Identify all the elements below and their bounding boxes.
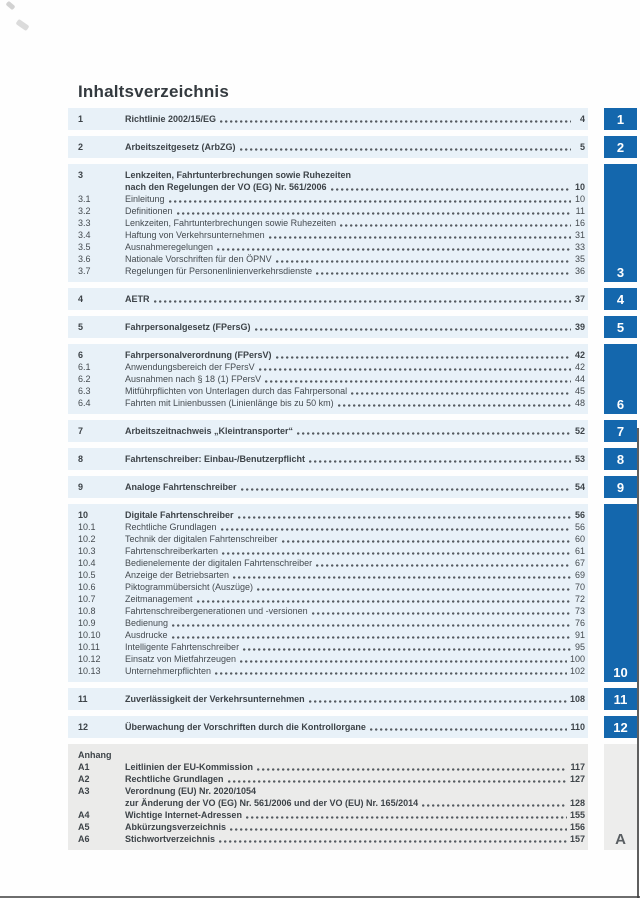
toc-entry-number: 4: [78, 294, 84, 304]
toc-entry-number: 7: [78, 426, 84, 436]
toc-entry: [68, 321, 588, 333]
toc-entry-title: AETR: [125, 294, 150, 304]
scan-artifact-mark: [15, 19, 29, 31]
toc-entry: [68, 205, 588, 217]
toc-entry-title: Zeitmanagement: [125, 594, 193, 604]
toc-entry-title: Wichtige Internet-Adressen: [125, 810, 242, 820]
dot-leader: [169, 200, 571, 203]
toc-entry-number: A5: [78, 822, 90, 832]
toc-entry-title: Ausnahmen nach § 18 (1) FPersV: [125, 374, 262, 384]
dot-leader: [276, 260, 571, 263]
toc-entry: [68, 605, 588, 617]
toc-entry: [68, 533, 588, 545]
toc-entry: [68, 593, 588, 605]
chapter-tab-label: 9: [616, 479, 625, 495]
toc-entry-number: A6: [78, 834, 90, 844]
toc-entry: [68, 721, 588, 733]
dot-leader: [265, 380, 571, 383]
toc-entry-number: 6: [78, 350, 84, 360]
toc-entry-page: 11: [575, 206, 585, 216]
dot-leader: [230, 828, 567, 831]
dot-leader: [331, 188, 571, 191]
dot-leader: [219, 840, 567, 843]
toc-entry-title: Analoge Fahrtenschreiber: [125, 482, 237, 492]
dot-leader: [338, 404, 571, 407]
toc-entry-page: 91: [574, 630, 585, 640]
toc-entry-number: 6.2: [78, 374, 91, 384]
chapter-tab-label: 11: [613, 691, 628, 707]
chapter-tab-A: [604, 744, 637, 850]
toc-entry: [68, 193, 588, 205]
chapter-tab-7: [604, 420, 637, 442]
dot-leader: [228, 780, 567, 783]
dot-leader: [241, 488, 571, 491]
toc-entry-number: 6.3: [78, 386, 91, 396]
toc-entry-page: 31: [574, 230, 585, 240]
toc-entry-title: Lenkzeiten, Fahrtunterbrechungen sowie Ruhezeiten: [125, 218, 337, 228]
dot-leader: [215, 672, 567, 675]
dot-leader: [177, 212, 571, 215]
toc-group-5: [68, 316, 588, 338]
toc-entry: [68, 629, 588, 641]
chapter-tab-label: 2: [616, 139, 625, 155]
toc-entry: [68, 833, 588, 845]
toc-entry-title: Fahrten mit Linienbussen (Linienlänge bis zu 50 km): [125, 398, 334, 408]
dot-leader: [351, 392, 571, 395]
toc-entry-page: 72: [574, 594, 585, 604]
dot-leader: [312, 612, 571, 615]
dot-leader: [257, 588, 571, 591]
toc-entry: [68, 481, 588, 493]
toc-entry-title: Verordnung (EU) Nr. 2020/1054: [125, 786, 257, 796]
toc-entry-number: 10.12: [78, 654, 101, 664]
toc-entry-number: 3.6: [78, 254, 91, 264]
chapter-tab-label: 4: [616, 291, 625, 307]
toc-entry-title: Intelligente Fahrtenschreiber: [125, 642, 240, 652]
toc-entry: [68, 821, 588, 833]
toc-entry-page: 128: [569, 798, 585, 808]
toc-entry: [68, 113, 588, 125]
toc-entry-page: 10: [574, 182, 585, 192]
dot-leader: [282, 540, 571, 543]
toc-entry-page: 44: [574, 374, 585, 384]
dot-leader: [269, 236, 571, 239]
dot-leader: [221, 528, 571, 531]
toc-entry: [68, 293, 588, 305]
toc-entry-number: 5: [78, 322, 84, 332]
dot-leader: [243, 648, 571, 651]
dot-leader: [154, 300, 572, 303]
toc-entry-page: 56: [574, 510, 585, 520]
toc-entry-title: Rechtliche Grundlagen: [125, 522, 217, 532]
toc-entry-number: 3.3: [78, 218, 91, 228]
toc-entry-title: Fahrtenschreiberkarten: [125, 546, 219, 556]
dot-leader: [309, 700, 567, 703]
toc-entry-title: Richtlinie 2002/15/EG: [125, 114, 217, 124]
dot-leader: [172, 624, 571, 627]
toc-entry-title: Fahrpersonalverordnung (FPersV): [125, 350, 272, 360]
toc-entry-continuation: [68, 181, 588, 193]
toc-entry-number: 10.6: [78, 582, 96, 592]
toc: [68, 108, 588, 856]
chapter-tab-label: 8: [616, 451, 625, 467]
toc-entry-page: 155: [569, 810, 585, 820]
page-title: Inhaltsverzeichnis: [78, 82, 229, 101]
toc-entry-title: Technik der digitalen Fahrtenschreiber: [125, 534, 278, 544]
toc-entry-title-line2: nach den Regelungen der VO (EG) Nr. 561/2006: [125, 182, 327, 192]
toc-entry: [68, 693, 588, 705]
toc-entry-page: 56: [574, 522, 585, 532]
toc-entry-continuation: [68, 797, 588, 809]
toc-entry: [68, 773, 588, 785]
toc-entry-title: Bedienung: [125, 618, 169, 628]
toc-entry-page: 156: [569, 822, 585, 832]
toc-group-9: [68, 476, 588, 498]
toc-entry-title: Überwachung der Vorschriften durch die Kontrollorgane: [125, 722, 366, 732]
toc-entry: [68, 557, 588, 569]
toc-entry: [68, 141, 588, 153]
toc-entry-number: 10.10: [78, 630, 101, 640]
dot-leader: [309, 460, 571, 463]
toc-entry-page: 127: [569, 774, 585, 784]
toc-entry-number: 2: [78, 142, 84, 152]
chapter-tab-label: 12: [613, 719, 628, 735]
toc-entry: [68, 785, 588, 797]
toc-entry-page: 60: [574, 534, 585, 544]
toc-entry-number: 6.1: [78, 362, 91, 372]
dot-leader: [220, 120, 571, 123]
toc-entry-page: 39: [574, 322, 585, 332]
toc-entry-page: 48: [574, 398, 585, 408]
dot-leader: [233, 576, 571, 579]
toc-entry-title: Rechtliche Grundlagen: [125, 774, 224, 784]
toc-group-3: [68, 164, 588, 282]
toc-entry-page: 16: [574, 218, 585, 228]
toc-entry-title: Stichwortverzeichnis: [125, 834, 216, 844]
toc-entry-page: 100: [569, 654, 585, 664]
toc-entry-page: 73: [574, 606, 585, 616]
chapter-tab-10: [604, 504, 637, 682]
toc-entry: [68, 253, 588, 265]
toc-entry-title: Anwendungsbereich der FPersV: [125, 362, 255, 372]
toc-entry: [68, 385, 588, 397]
toc-entry-number: 1: [78, 114, 84, 124]
toc-entry: [68, 809, 588, 821]
toc-entry-number: 10.5: [78, 570, 96, 580]
toc-entry-page: 36: [574, 266, 585, 276]
toc-entry-page: 33: [574, 242, 585, 252]
toc-entry-title: Arbeitszeitgesetz (ArbZG): [125, 142, 236, 152]
toc-entry-title: Fahrpersonalgesetz (FPersG): [125, 322, 251, 332]
toc-entry: [68, 545, 588, 557]
toc-entry-number: 10.8: [78, 606, 96, 616]
chapter-tab-12: [604, 716, 637, 738]
dot-leader: [297, 432, 571, 435]
toc-entry: [68, 653, 588, 665]
dot-leader: [259, 368, 571, 371]
toc-entry-page: 10: [574, 194, 585, 204]
toc-entry: [68, 373, 588, 385]
toc-entry-title: Lenkzeiten, Fahrtunterbrechungen sowie Ruhezeiten: [125, 170, 352, 180]
toc-group-7: [68, 420, 588, 442]
toc-entry-page: 108: [569, 694, 585, 704]
toc-entry-page: 42: [574, 350, 585, 360]
toc-entry-number: 3.7: [78, 266, 91, 276]
toc-entry: [68, 241, 588, 253]
toc-entry-number: 10.11: [78, 642, 100, 652]
toc-entry-number: 3.5: [78, 242, 91, 252]
toc-entry-page: 37: [574, 294, 585, 304]
toc-entry-title: Mitführpflichten von Unterlagen durch das Fahrpersonal: [125, 386, 348, 396]
chapter-tab-label: 5: [616, 319, 625, 335]
toc-group-8: [68, 448, 588, 470]
toc-entry: [68, 349, 588, 361]
toc-entry: [68, 581, 588, 593]
toc-entry-number: 3.1: [78, 194, 91, 204]
dot-leader: [316, 272, 571, 275]
dot-leader: [240, 148, 571, 151]
toc-entry: [68, 617, 588, 629]
toc-entry: [68, 425, 588, 437]
toc-entry: [68, 361, 588, 373]
toc-entry-page: 4: [579, 114, 585, 124]
toc-entry: [68, 761, 588, 773]
dot-leader: [257, 768, 567, 771]
toc-entry-title: Ausdrucke: [125, 630, 168, 640]
toc-entry-title: Arbeitszeitnachweis „Kleintransporter“: [125, 426, 294, 436]
scan-artifact-mark: [5, 1, 15, 11]
toc-entry-title: Digitale Fahrtenschreiber: [125, 510, 234, 520]
chapter-tab-label: 10: [613, 665, 628, 680]
toc-group-10: [68, 504, 588, 682]
toc-group-6: [68, 344, 588, 414]
toc-entry-title: Ausnahmeregelungen: [125, 242, 214, 252]
chapter-tab-label: 7: [616, 423, 625, 439]
toc-entry-number: 10.4: [78, 558, 96, 568]
toc-entry-title: Anzeige der Betriebsarten: [125, 570, 230, 580]
toc-entry-title-line2: zur Änderung der VO (EG) Nr. 561/2006 und der VO (EU) Nr. 165/2014: [125, 798, 419, 808]
toc-entry: [68, 453, 588, 465]
toc-entry-title: Haftung von Verkehrsunternehmen: [125, 230, 265, 240]
toc-entry-number: 11: [78, 694, 88, 704]
toc-entry-number: 10.3: [78, 546, 96, 556]
dot-leader: [276, 356, 571, 359]
toc-entry-number: 10.1: [78, 522, 96, 532]
toc-entry-number: 6.4: [78, 398, 91, 408]
chapter-tab-5: [604, 316, 637, 338]
toc-entry-title: Einsatz von Mietfahrzeugen: [125, 654, 237, 664]
toc-entry-title: Piktogrammübersicht (Auszüge): [125, 582, 254, 592]
toc-entry-title: Abkürzungsverzeichnis: [125, 822, 227, 832]
toc-entry-number: 10.9: [78, 618, 96, 628]
toc-entry-page: 157: [569, 834, 585, 844]
toc-entry-page: 61: [574, 546, 585, 556]
toc-group-1: [68, 108, 588, 130]
toc-entry-page: 70: [574, 582, 585, 592]
toc-entry-page: 52: [574, 426, 585, 436]
toc-entry-page: 110: [570, 722, 585, 732]
toc-entry: [68, 521, 588, 533]
dot-leader: [422, 804, 567, 807]
toc-entry-title: Einleitung: [125, 194, 165, 204]
toc-entry-number: A2: [78, 774, 90, 784]
toc-entry-page: 67: [574, 558, 585, 568]
toc-entry: [68, 641, 588, 653]
toc-entry-page: 54: [574, 482, 585, 492]
dot-leader: [172, 636, 571, 639]
toc-group-4: [68, 288, 588, 310]
toc-entry: [68, 665, 588, 677]
toc-entry: [68, 569, 588, 581]
toc-entry-title: Leitlinien der EU-Kommission: [125, 762, 254, 772]
toc-group-12: [68, 716, 588, 738]
toc-entry-page: 102: [569, 666, 585, 676]
toc-entry-page: 69: [574, 570, 585, 580]
toc-entry-title: Regelungen für Personenlinienverkehrsdienste: [125, 266, 313, 276]
dot-leader: [255, 328, 571, 331]
chapter-tab-1: [604, 108, 637, 130]
dot-leader: [217, 248, 571, 251]
dot-leader: [340, 224, 571, 227]
toc-entry-number: 12: [78, 722, 89, 732]
toc-entry: [68, 265, 588, 277]
toc-entry-number: A1: [78, 762, 90, 772]
chapter-tab-6: [604, 344, 637, 414]
chapter-tab-3: [604, 164, 637, 282]
toc-entry-number: A3: [78, 786, 90, 796]
toc-group-header: Anhang: [78, 750, 112, 760]
toc-entry: [68, 217, 588, 229]
toc-entry-page: 5: [579, 142, 585, 152]
toc-group-A: [68, 744, 588, 850]
toc-entry-title: Unternehmerpflichten: [125, 666, 212, 676]
toc-entry-page: 76: [574, 618, 585, 628]
toc-entry: [68, 509, 588, 521]
dot-leader: [222, 552, 571, 555]
chapter-tab-11: [604, 688, 637, 710]
toc-entry-title: Fahrtenschreibergenerationen und -versionen: [125, 606, 308, 616]
toc-entry-page: 53: [574, 454, 585, 464]
toc-entry-number: 9: [78, 482, 84, 492]
scan-page-edge-right: [637, 428, 639, 898]
toc-entry: [68, 397, 588, 409]
toc-entry-number: 10.13: [78, 666, 101, 676]
toc-entry-title: Fahrtenschreiber: Einbau-/Benutzerpflicht: [125, 454, 306, 464]
toc-entry-title: Bedienelemente der digitalen Fahrtenschreiber: [125, 558, 313, 568]
toc-entry-number: 3: [78, 170, 84, 180]
chapter-tab-8: [604, 448, 637, 470]
toc-entry-number: 10.7: [78, 594, 96, 604]
toc-entry-number: 10.2: [78, 534, 96, 544]
chapter-tab-9: [604, 476, 637, 498]
toc-entry-page: 95: [574, 642, 585, 652]
toc-entry-page: 35: [574, 254, 585, 264]
toc-entry-page: 117: [570, 762, 585, 772]
toc-entry: [68, 169, 588, 181]
toc-entry-title: Nationale Vorschriften für den ÖPNV: [125, 254, 272, 264]
chapter-tab-4: [604, 288, 637, 310]
toc-entry-number: 8: [78, 454, 84, 464]
chapter-tab-label: 6: [616, 397, 625, 412]
chapter-tab-label: 3: [616, 265, 625, 280]
chapter-tab-label: 1: [616, 111, 625, 127]
chapter-tab-2: [604, 136, 637, 158]
dot-leader: [240, 660, 567, 663]
toc-entry-title: Zuverlässigkeit der Verkehrsunternehmen: [125, 694, 305, 704]
toc-entry-number: 3.2: [78, 206, 91, 216]
dot-leader: [246, 816, 567, 819]
dot-leader: [370, 728, 568, 731]
dot-leader: [238, 516, 571, 519]
toc-entry-number: 10: [78, 510, 89, 520]
toc-entry: [68, 229, 588, 241]
toc-entry-page: 45: [574, 386, 585, 396]
dot-leader: [316, 564, 571, 567]
toc-entry-title: Definitionen: [125, 206, 173, 216]
dot-leader: [197, 600, 571, 603]
toc-entry-page: 42: [574, 362, 585, 372]
chapter-tab-label: A: [615, 831, 626, 848]
toc-entry-number: A4: [78, 810, 90, 820]
toc-entry-number: 3.4: [78, 230, 91, 240]
toc-group-11: [68, 688, 588, 710]
toc-group-2: [68, 136, 588, 158]
